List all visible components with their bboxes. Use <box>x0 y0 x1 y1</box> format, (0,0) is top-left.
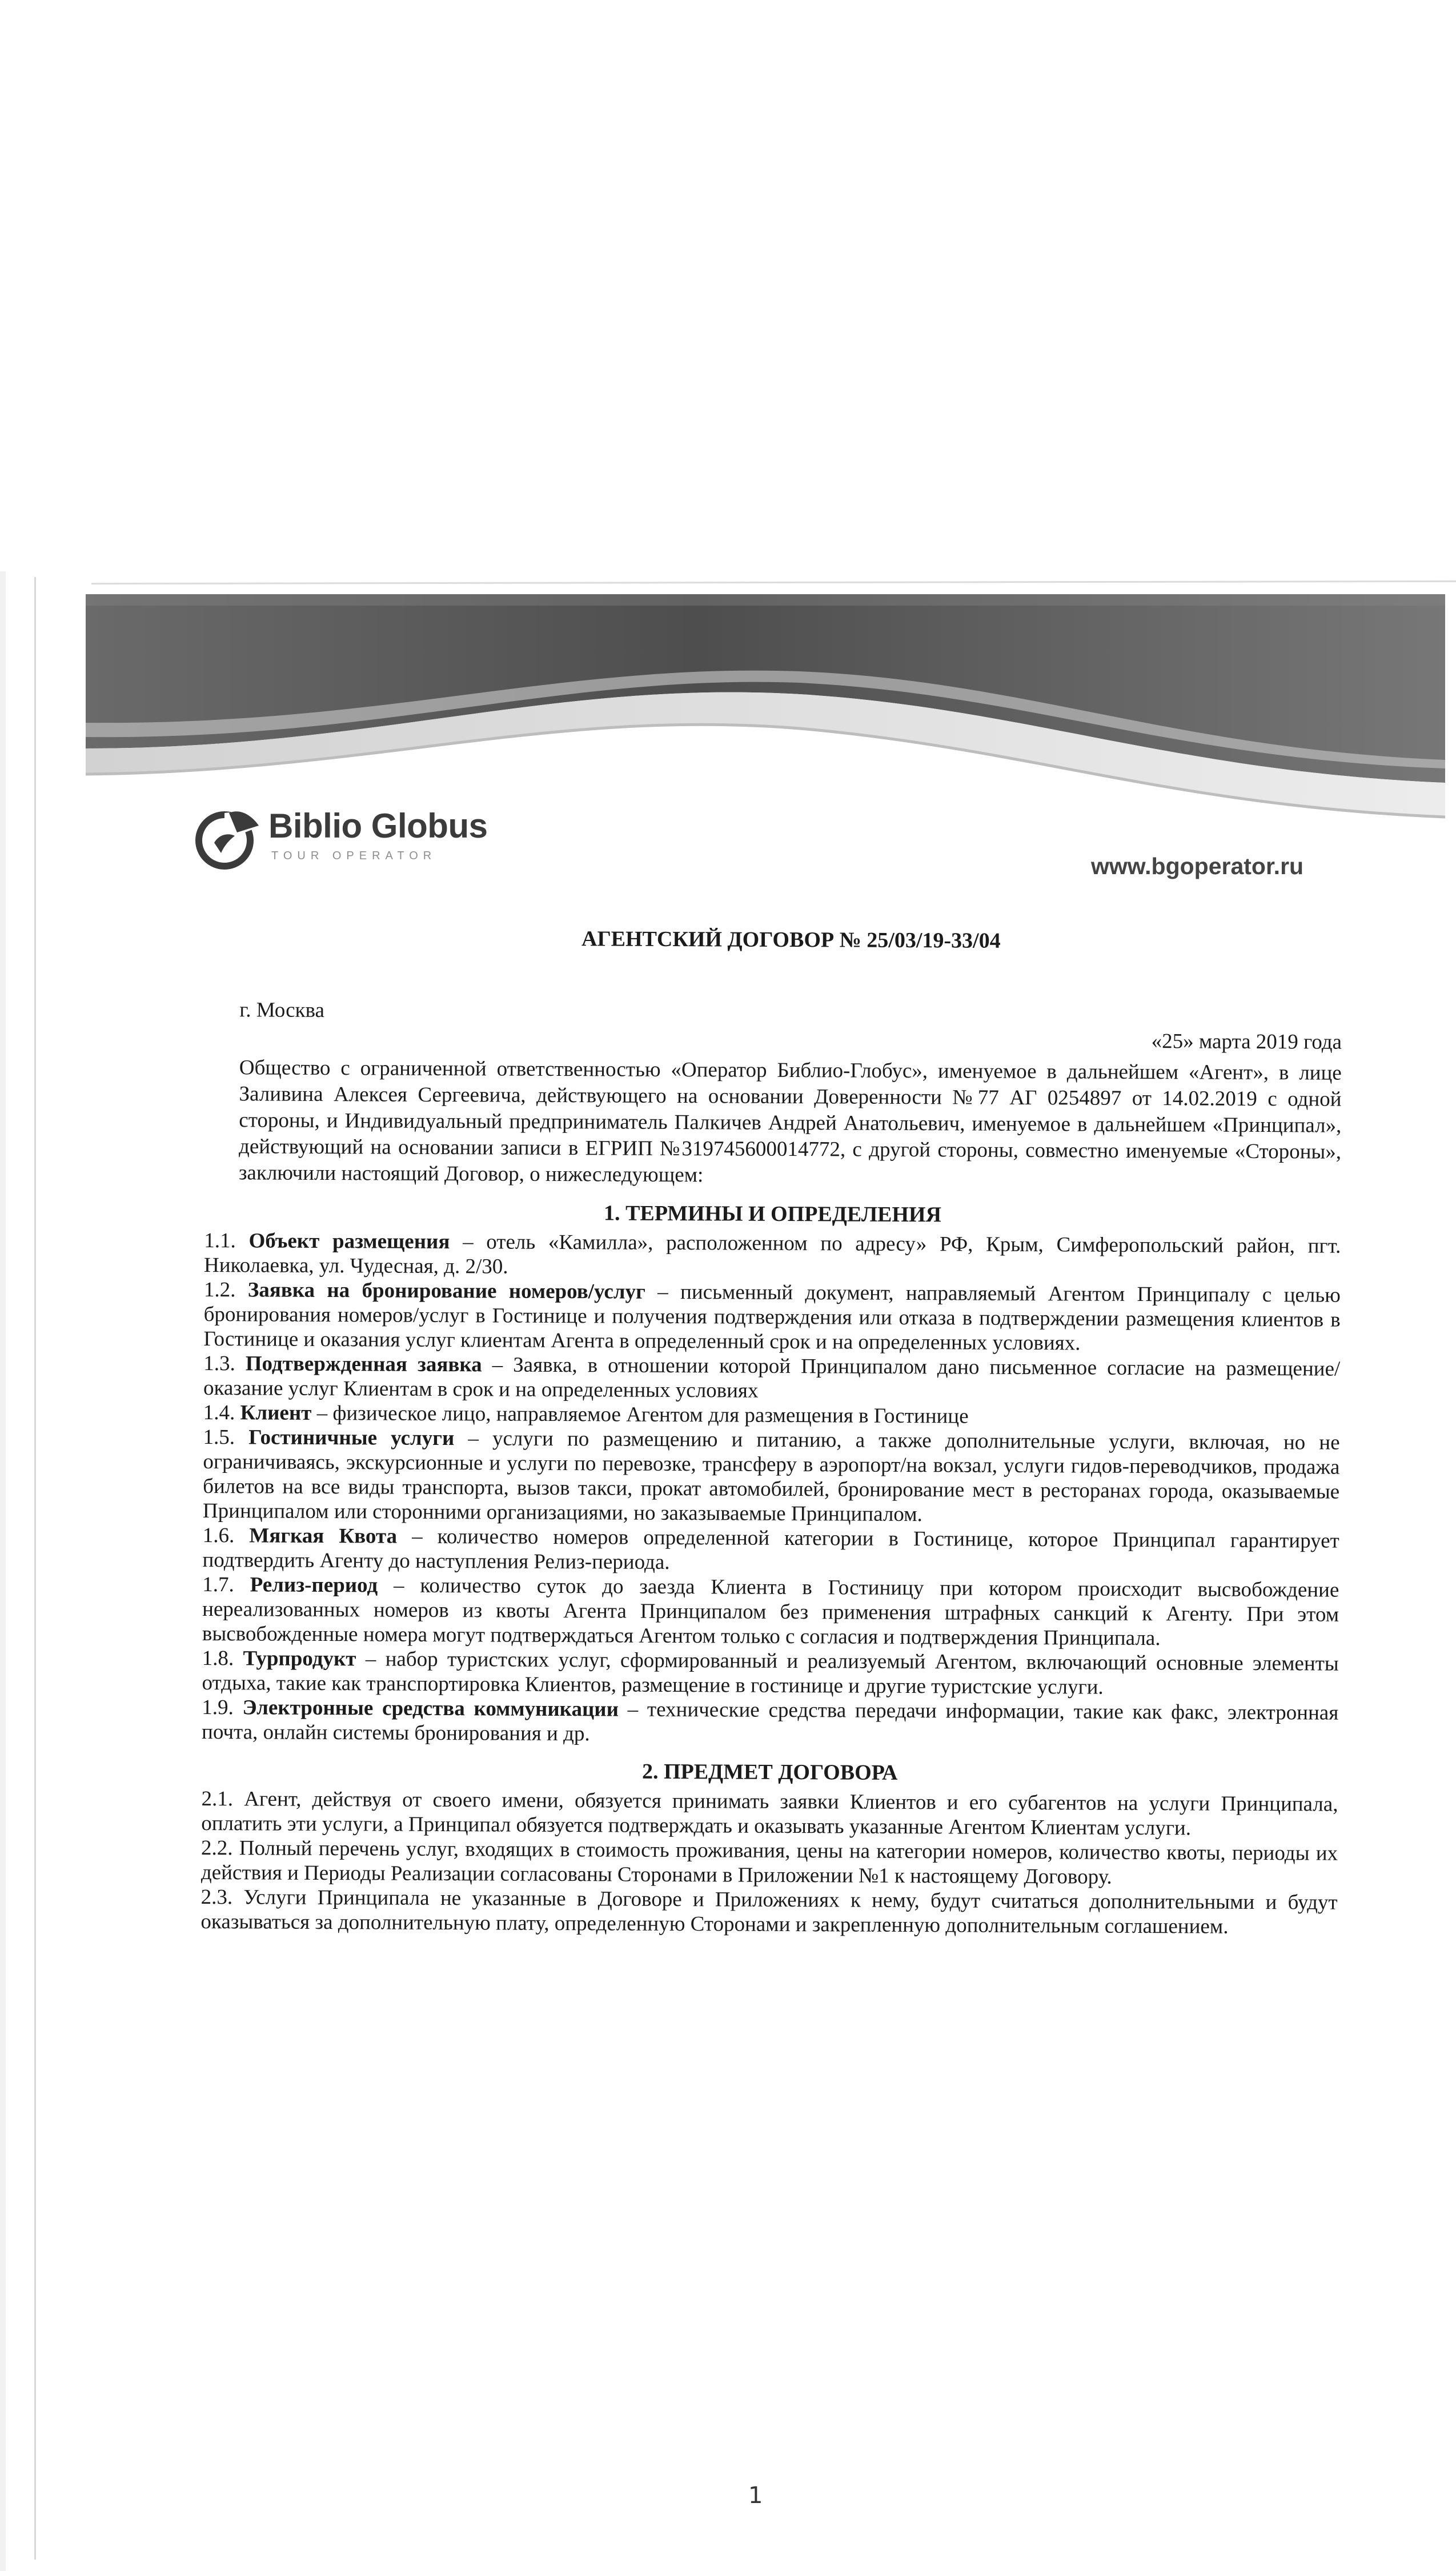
clause-text: – количество номеров определенной категории в Гостинице, которое Принципал гарантирует подтвердить Агенту до наступления Релиз-периода. <box>202 1524 1339 1574</box>
clause-text: Услуги Принципала не указанные в Договоре и Приложениях к нему, будут считаться дополнительными и будут оказываться за дополнительную плату, определенную Сторонами и закрепленную дополнительным соглашением. <box>200 1885 1338 1939</box>
scan-edge-line <box>34 577 36 2560</box>
clause <box>201 1787 1338 1841</box>
biblio-globus-logo <box>191 803 534 877</box>
clause-term: Заявка на бронирование номеров/услуг <box>247 1278 645 1304</box>
clause-text: – Заявка, в отношении которой Принципалом дано письменное согласие на размещение/оказание услуг Клиентам в срок и на определенных условиях <box>203 1353 1341 1403</box>
clause-number: 2.2. <box>201 1836 233 1860</box>
brand-name: Biblio Globus <box>268 807 488 845</box>
clause-number: 1.7. <box>202 1572 234 1597</box>
clause-term: Релиз-период <box>250 1573 378 1597</box>
clause <box>202 1572 1339 1652</box>
clause-number: 1.4. <box>203 1400 235 1425</box>
clause-number: 1.6. <box>202 1523 235 1548</box>
clause-term: Мягкая Квота <box>249 1524 398 1548</box>
clause-text: – физическое лицо, направляемое Агентом для размещения в Гостинице <box>311 1401 969 1428</box>
clause-number: 1.3. <box>203 1351 235 1376</box>
clause-number: 1.9. <box>202 1695 234 1720</box>
contract-body <box>200 924 1342 1940</box>
clause <box>202 1695 1338 1750</box>
clause-term: Гостиничные услуги <box>248 1425 455 1451</box>
contract-sections <box>200 1199 1341 1940</box>
clause-text: – количество суток до заезда Клиента в Гостиницу при котором происходит высвобождение нереализованных номеров из квоты Агента Принципалом без применения штрафных санкций к Агенту. При этом высвобожденные номера могут подтверждаться Агентом только с согласия и подтверждения Принципала. <box>202 1573 1339 1651</box>
clause-text: – технические средства передачи информации, такие как факс, электронная почта, онлайн системы бронирования и др. <box>201 1697 1339 1746</box>
section-title: 1. ТЕРМИНЫ И ОПРЕДЕЛЕНИЯ <box>603 1201 942 1227</box>
contract-city: г. Москва <box>239 998 325 1023</box>
clause-number: 1.8. <box>202 1646 234 1671</box>
clause <box>203 1278 1341 1357</box>
clause-text: – письменный документ, направляемый Агентом Принципалу с целью бронирования номеров/услуг в Гостинице и получения подтверждения или отказа в подтверждении размещения клиентов в Гостинице и оказания услуг клиентам Агента в определенный срок и на определенных условиях. <box>203 1280 1341 1355</box>
clause-number: 1.2. <box>203 1278 236 1302</box>
globe-logo-icon <box>191 803 263 874</box>
clause-term: Клиент <box>240 1401 312 1425</box>
clause-term: Турпродукт <box>243 1647 356 1671</box>
clause <box>203 1351 1340 1406</box>
clause <box>204 1228 1341 1283</box>
contract-date: «25» марта 2019 года <box>1151 1030 1342 1054</box>
clause <box>201 1836 1338 1891</box>
section-title: 2. ПРЕДМЕТ ДОГОВОРА <box>641 1759 898 1785</box>
clause-number: 1.1. <box>204 1228 236 1253</box>
clause <box>202 1523 1339 1578</box>
clause-term: Подтвержденная заявка <box>245 1352 482 1377</box>
clause-number: 1.5. <box>203 1425 235 1449</box>
clause-text: Агент, действуя от своего имени, обязуется принимать заявки Клиентов и его субагентов на услуги Принципала, оплатить эти услуги, а Принципал обязуется подтверждать и оказывать указанные Агентом Клиентам услуги. <box>201 1787 1338 1840</box>
brand-subtitle: TOUR OPERATOR <box>271 850 437 862</box>
clause-text: – услуги по размещению и питанию, а также дополнительные услуги, включая, но не ограничиваясь, экскурсионные и услуги по перевозке, трансферу в аэропорт/на вокзал, услуги гидов-переводчиков, продажа билетов на все виды транспорта, вызов такси, прокат автомобилей, бронирование мест в ресторанах города, оказываемые Принципалом или сторонними организациями, но заказываемые Принципалом. <box>202 1427 1340 1527</box>
clause-number: 2.1. <box>201 1787 234 1811</box>
clause-number: 2.3. <box>200 1885 233 1909</box>
contract-title: АГЕНТСКИЙ ДОГОВОР № 25/03/19-33/04 <box>581 927 1001 953</box>
clause-text: Полный перечень услуг, входящих в стоимость проживания, цены на категории номеров, количество квоты, периоды их действия и Периоды Реализации согласованы Сторонами в Приложении №1 к настоящему Договору. <box>200 1836 1338 1889</box>
contract-preamble: Общество с ограниченной ответственностью «Оператор Библио-Глобус», именуемое в дальнейшем «Агент», в лице Заливина Алексея Сергеевича, действующего на основании Доверенности №77 АГ 0254897 от 14.02.2019 с одной стороны, и Индивидуальный предприниматель Палкичев Андрей Анатольевич, именуемое в дальнейшем «Принципал», действующий на основании записи в ЕГРИП №319745600014772, с другой стороны, совместно именуемые «Стороны», заключили настоящий Договор, о нижеследующем: <box>238 1056 1342 1187</box>
clause <box>200 1885 1337 1940</box>
clause <box>203 1425 1340 1529</box>
clause-text: – отель «Камилла», расположенном по адресу» РФ, Крым, Симферопольский район, пгт. Николаевка, ул. Чудесная, д. 2/30. <box>203 1230 1341 1279</box>
scan-edge <box>0 571 6 2571</box>
page-number: 1 <box>748 2482 763 2509</box>
website-url: www.bgoperator.ru <box>1091 853 1304 879</box>
clause <box>202 1646 1338 1701</box>
letterhead-wave-banner <box>86 577 1445 823</box>
clause-term: Электронные средства коммуникации <box>242 1696 619 1721</box>
clause-term: Объект размещения <box>248 1229 450 1254</box>
clause-text: – набор туристских услуг, сформированный и реализуемый Агентом, включающий основные элементы отдыха, такие как транспортировка Клиентов, размещение в гостинице и другие туристские услуги. <box>202 1647 1339 1699</box>
